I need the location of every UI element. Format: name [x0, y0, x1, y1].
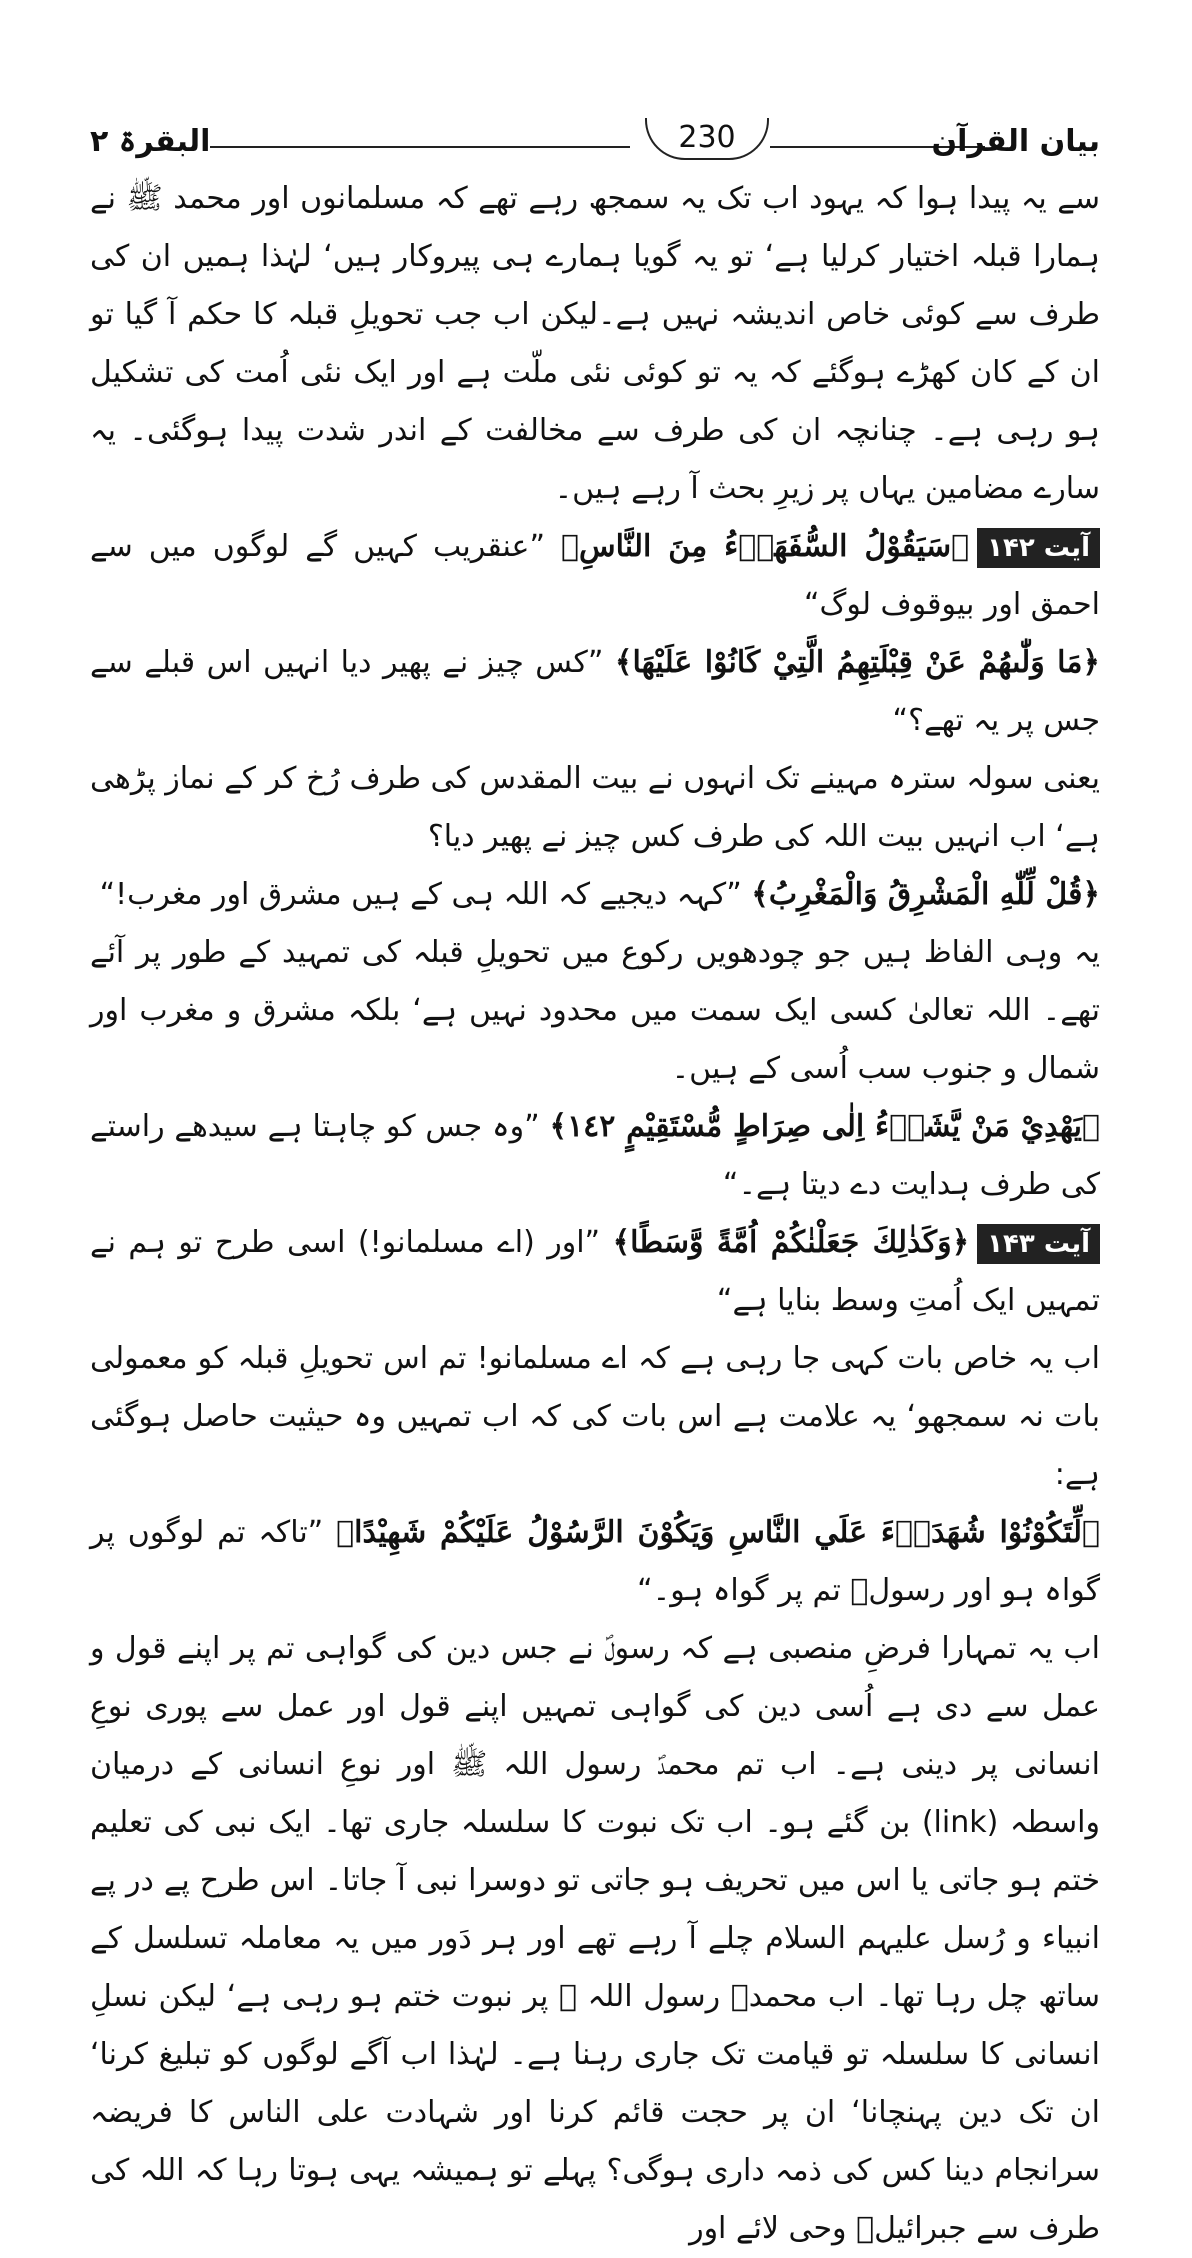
verse-translation: ”کس چیز نے پھیر دیا انہیں اس قبلے سے جس پر یہ تھے؟“: [90, 645, 1100, 738]
verse-translation: ”عنقریب کہیں گے لوگوں میں سے احمق اور بیوقوف لوگ“: [90, 529, 1100, 622]
arabic-verse: ﴿قُلْ لِّلّٰهِ الْمَشْرِقُ وَالْمَغْرِبُ﴾: [751, 877, 1100, 912]
paragraph-text: یہ وہی الفاظ ہیں جو چودھویں رکوع میں تحویلِ قبلہ کی تمہید کے طور پر آئے تھے۔ اللہ تعالیٰ کسی ایک سمت میں محدود نہیں ہے‘ بلکہ مشرق و مغرب اور شمال و جنوب سب اُسی کے ہیں۔: [90, 935, 1100, 1086]
verse-line: [90, 634, 1100, 750]
arabic-verse: ﴿سَيَقُوْلُ السُّفَهَاۗءُ مِنَ النَّاسِ﴾: [561, 529, 970, 564]
verse-line: [90, 1098, 1100, 1214]
ayah-number-badge: آیت ۱۴۲: [977, 528, 1100, 568]
paragraph-text: اب یہ خاص بات کہی جا رہی ہے کہ اے مسلمانو! تم اس تحویلِ قبلہ کو معمولی بات نہ سمجھو‘ یہ علامت ہے اس بات کی کہ اب تمہیں وہ حیثیت حاصل ہوگئی ہے:: [90, 1341, 1100, 1492]
header-rule-left: [210, 146, 630, 148]
verse-translation: ”کہہ دیجیے کہ اللہ ہی کے ہیں مشرق اور مغرب!“: [99, 877, 742, 912]
header-book-title: بیان القرآن: [931, 124, 1100, 159]
arabic-verse: ﴿لِّتَكُوْنُوْا شُهَدَاۗءَ عَلَي النَّاسِ وَيَكُوْنَ الرَّسُوْلُ عَلَيْكُمْ شَهِيْدًا﴾: [336, 1515, 1101, 1550]
paragraph-3: [90, 924, 1100, 1098]
paragraph-text: سے یہ پیدا ہوا کہ یہود اب تک یہ سمجھ رہے تھے کہ مسلمانوں اور محمد ﷺ نے ہمارا قبلہ اختیار کرلیا ہے‘ تو یہ گویا ہمارے ہی پیروکار ہیں‘ لہٰذا ہمیں ان کی طرف سے کوئی خاص اندیشہ نہیں ہے۔لیکن اب جب تحویلِ قبلہ کا حکم آ گیا تو ان کے کان کھڑے ہوگئے کہ یہ تو کوئی نئی ملّت ہے اور ایک نئی اُمت کی تشکیل ہو رہی ہے۔ چنانچہ ان کی طرف سے مخالفت کے اندر شدت پیدا ہوگئی۔ یہ سارے مضامین یہاں پر زیرِ بحث آ رہے ہیں۔: [90, 181, 1100, 506]
verse-line: [90, 1504, 1100, 1620]
verse-142-line: [90, 518, 1100, 634]
verse-line: [90, 866, 1100, 924]
verse-translation: ”تاکہ تم لوگوں پر گواہ ہو اور رسولؐ تم پر گواہ ہو۔“: [90, 1515, 1100, 1608]
page-number: 230: [645, 118, 769, 160]
paragraph-5: [90, 1620, 1100, 2258]
page-header: [90, 118, 1100, 168]
paragraph-text: اب یہ تمہارا فرضِ منصبی ہے کہ رسولؐ نے جس دین کی گواہی تم پر اپنے قول و عمل سے دی ہے اُسی دین کی گواہی تمہیں اپنے قول اور عمل سے پوری نوعِ انسانی پر دینی ہے۔ اب تم محمدؐ رسول اللہ ﷺ اور نوعِ انسانی کے درمیان واسطہ (link) بن گئے ہو۔ اب تک نبوت کا سلسلہ جاری تھا۔ ایک نبی کی تعلیم ختم ہو جاتی یا اس میں تحریف ہو جاتی تو دوسرا نبی آ جاتا۔ اس طرح پے در پے انبیاء و رُسل علیہم السلام چلے آ رہے تھے اور ہر دَور میں یہ معاملہ تسلسل کے ساتھ چل رہا تھا۔ اب محمدؐ رسول اللہ ﷺ پر نبوت ختم ہو رہی ہے‘ لیکن نسلِ انسانی کا سلسلہ تو قیامت تک جاری رہنا ہے۔ لہٰذا اب آگے لوگوں کو تبلیغ کرنا‘ ان تک دین پہنچانا‘ ان پر حجت قائم کرنا اور شہادت علی الناس کا فریضہ سرانجام دینا کس کی ذمہ داری ہوگی؟ پہلے تو ہمیشہ یہی ہوتا رہا کہ اللہ کی طرف سے جبرائیلؑ وحی لائے اور: [90, 1631, 1101, 2246]
paragraph-2: [90, 750, 1100, 866]
paragraph-text: یعنی سولہ سترہ مہینے تک انہوں نے بیت المقدس کی طرف رُخ کر کے نماز پڑھی ہے‘ اب انہیں بیت اللہ کی طرف کس چیز نے پھیر دیا؟: [90, 761, 1100, 854]
arabic-verse: ﴿مَا وَلّٰىهُمْ عَنْ قِبْلَتِهِمُ الَّتِيْ كَانُوْا عَلَيْهَا﴾: [614, 645, 1100, 680]
paragraph-1: [90, 170, 1100, 518]
verse-translation: ”وہ جس کو چاہتا ہے سیدھے راستے کی طرف ہدایت دے دیتا ہے۔“: [90, 1109, 1100, 1202]
header-surah-name: البقرۃ ۲: [90, 124, 211, 159]
verse-translation: ”اور (اے مسلمانو!) اسی طرح تو ہم نے تمہیں ایک اُمتِ وسط بنایا ہے“: [90, 1225, 1100, 1318]
arabic-verse: ﴿وَكَذٰلِكَ جَعَلْنٰكُمْ اُمَّةً وَّسَطًا﴾: [612, 1225, 970, 1260]
arabic-verse: ﴿يَهْدِيْ مَنْ يَّشَاۗءُ اِلٰى صِرَاطٍ مُّسْتَقِيْمٍ ١٤٢﴾: [549, 1109, 1100, 1144]
verse-143-line: [90, 1214, 1100, 1330]
page-body: [90, 170, 1100, 2258]
ayah-number-badge: آیت ۱۴۳: [977, 1224, 1100, 1264]
paragraph-4: [90, 1330, 1100, 1504]
